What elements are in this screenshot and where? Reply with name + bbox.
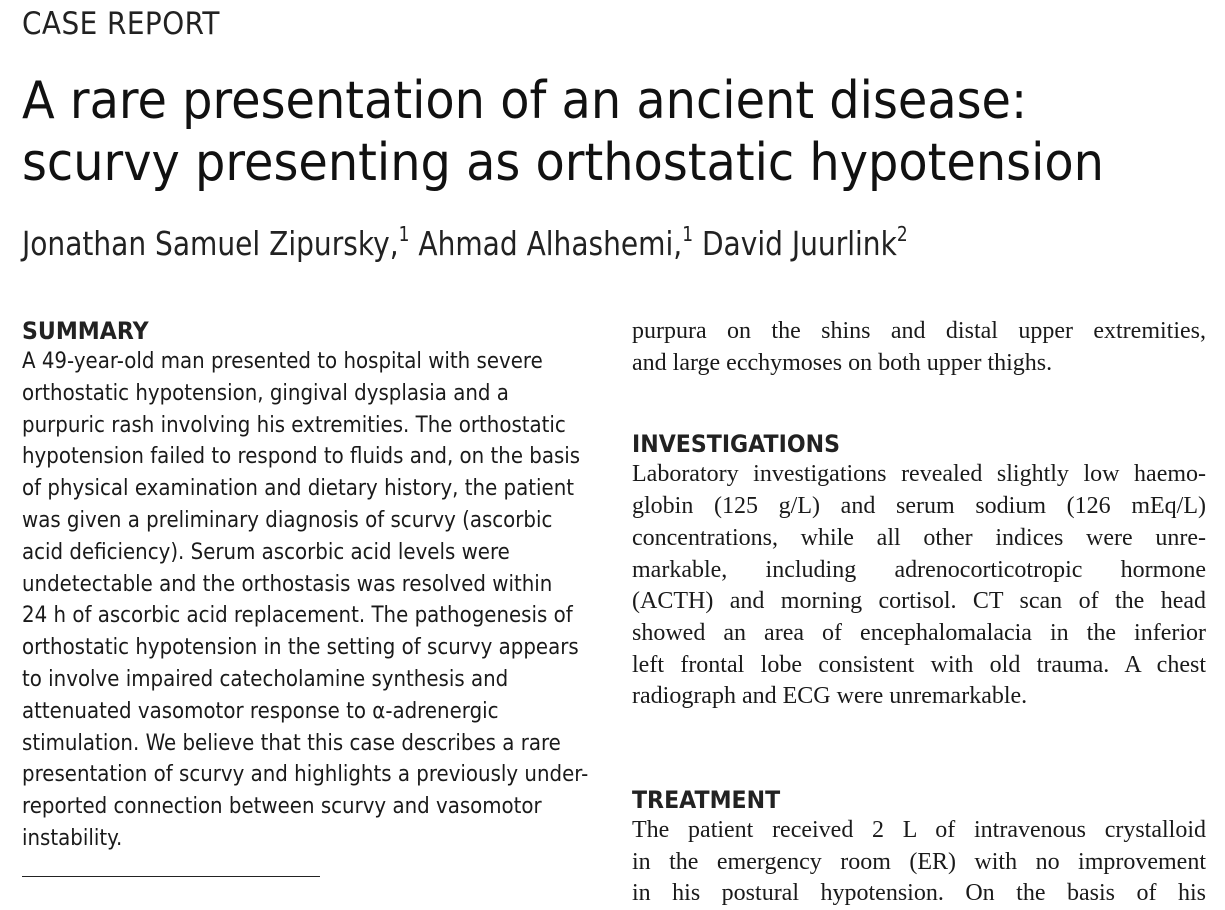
author-name: Ahmad Alhashemi, — [418, 224, 683, 263]
body-line: markable, including adrenocorticotropic hormone — [632, 556, 1206, 583]
summary-line: acid deficiency). Serum ascorbic acid levels were — [22, 539, 510, 565]
summary-line: instability. — [22, 825, 123, 851]
summary-heading: SUMMARY — [22, 317, 149, 345]
summary-line: purpuric rash involving his extremities. The orthostatic — [22, 412, 566, 438]
body-line: concentrations, while all other indices were unre- — [632, 524, 1206, 551]
summary-line: orthostatic hypotension in the setting of scurvy appears — [22, 635, 579, 661]
investigations-heading: INVESTIGATIONS — [632, 430, 840, 459]
summary-line: orthostatic hypotension, gingival dysplasia and a — [22, 380, 509, 406]
author-name: David Juurlink — [701, 224, 897, 263]
summary-line: 24 h of ascorbic acid replacement. The pathogenesis of — [22, 603, 573, 629]
article-title: A rare presentation of an ancient disease: scurvy presenting as orthostatic hypotension — [22, 71, 1104, 193]
body-line: in his postural hypotension. On the basis of his — [632, 880, 1206, 907]
body-line: globin (125 g/L) and serum sodium (126 mEq/L) — [632, 493, 1206, 520]
body-line: purpura on the shins and distal upper extremities, — [632, 318, 1206, 344]
author-list — [22, 222, 908, 263]
treatment-paragraph — [632, 815, 1206, 910]
summary-line: to involve impaired catecholamine synthesis and — [22, 666, 509, 692]
body-line: radiograph and ECG were unremarkable. — [632, 683, 1028, 710]
summary-line: of physical examination and dietary history, the patient — [22, 476, 575, 502]
body-line: left frontal lobe consistent with old trauma. A chest — [632, 651, 1206, 678]
footnote-divider — [22, 876, 320, 877]
summary-line: presentation of scurvy and highlights a previously under- — [22, 762, 589, 788]
summary-line: hypotension failed to respond to fluids and, on the basis — [22, 444, 581, 470]
body-line: and large ecchymoses on both upper thighs. — [632, 349, 1053, 376]
summary-line: undetectable and the orthostasis was resolved within — [22, 571, 553, 597]
author-affiliation: 1 — [682, 222, 694, 246]
left-column — [22, 316, 662, 855]
summary-line: attenuated vasomotor response to α-adrenergic — [22, 698, 499, 724]
body-line: Laboratory investigations revealed slightly low haemo- — [632, 461, 1206, 488]
summary-line: stimulation. We believe that this case describes a rare — [22, 730, 561, 756]
author-affiliation: 1 — [398, 222, 410, 246]
body-line: (ACTH) and morning cortisol. CT scan of the head — [632, 588, 1206, 615]
section-tag: CASE REPORT — [22, 6, 220, 42]
investigations-paragraph — [632, 459, 1206, 713]
treatment-heading: TREATMENT — [632, 786, 781, 815]
body-line: The patient received 2 L of intravenous crystalloid — [632, 817, 1206, 844]
right-column — [632, 316, 1206, 910]
author-affiliation: 2 — [896, 222, 908, 246]
body-line: in the emergency room (ER) with no improvement — [632, 848, 1206, 875]
summary-line: reported connection between scurvy and vasomotor — [22, 794, 542, 820]
summary-line: A 49-year-old man presented to hospital with severe — [22, 349, 543, 374]
summary-line: was given a preliminary diagnosis of scurvy (ascorbic — [22, 507, 553, 533]
body-line: showed an area of encephalomalacia in the inferior — [632, 619, 1206, 646]
summary-body — [22, 346, 598, 855]
continuation-paragraph — [632, 316, 1206, 379]
author-name: Jonathan Samuel Zipursky, — [22, 224, 399, 263]
